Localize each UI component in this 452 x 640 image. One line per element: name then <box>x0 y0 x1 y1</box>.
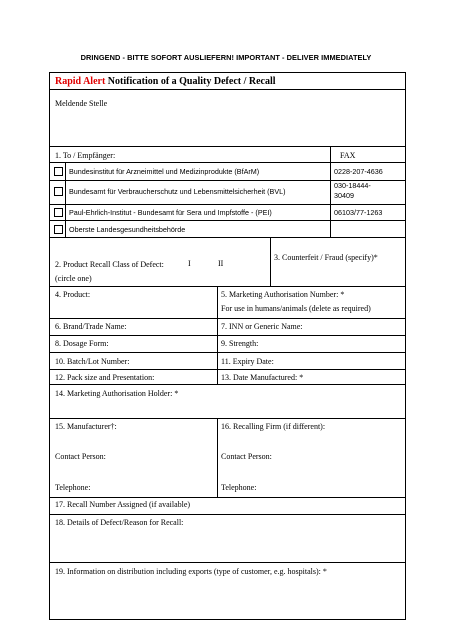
recipient-fax-pei: 06103/77-1263 <box>334 208 383 217</box>
divider <box>50 514 405 515</box>
product-label: 4. Product: <box>55 290 91 299</box>
manufacturer-label: 15. Manufacturer†: <box>55 422 117 431</box>
telephone-left: Telephone: <box>55 483 91 492</box>
fax-label: FAX <box>340 151 356 160</box>
ma-holder-label: 14. Marketing Authorisation Holder: * <box>55 389 179 398</box>
divider <box>50 562 405 563</box>
title-divider <box>50 89 405 90</box>
distribution-label: 19. Information on distribution including exports (type of customer, e.g. hospitals): * <box>55 567 327 576</box>
divider <box>50 237 405 238</box>
contact-person-left: Contact Person: <box>55 452 106 461</box>
divider <box>50 384 405 385</box>
pack-label: 12. Pack size and Presentation: <box>55 373 155 382</box>
recipient-name-bvl: Bundesamt für Verbraucherschutz und Lebensmittelsicherheit (BVL) <box>69 187 286 196</box>
expiry-label: 11. Expiry Date: <box>221 357 274 366</box>
ma-number-note: For use in humans/animals (delete as required) <box>221 304 371 313</box>
recipient-checkbox-bvl[interactable] <box>54 187 63 196</box>
column-divider <box>270 237 271 286</box>
reporting-office-label: Meldende Stelle <box>55 99 108 108</box>
recipient-fax-bfarm: 0228-207-4636 <box>334 167 383 176</box>
inn-label: 7. INN or Generic Name: <box>221 322 303 331</box>
divider <box>50 220 405 221</box>
recipient-name-bfarm: Bundesinstitut für Arzneimittel und Medizinprodukte (BfArM) <box>69 167 260 176</box>
form-title <box>55 76 276 87</box>
recall-number-label: 17. Recall Number Assigned (if available) <box>55 500 191 509</box>
fax-column-divider <box>330 146 331 237</box>
recall-class-option-ii[interactable]: II <box>218 259 224 268</box>
recipient-checkbox-landesbehoerde[interactable] <box>54 225 63 234</box>
column-divider <box>217 418 218 497</box>
divider <box>50 204 405 205</box>
recall-class-option-i[interactable]: I <box>188 259 191 268</box>
contact-person-right: Contact Person: <box>221 452 272 461</box>
recipient-name-landesbehoerde: Oberste Landesgesundheitsbehörde <box>69 225 186 234</box>
recipient-fax-bvl-line1: 030-18444- <box>334 181 371 190</box>
divider <box>50 162 405 163</box>
to-label: 1. To / Empfänger: <box>55 151 116 160</box>
telephone-right: Telephone: <box>221 483 257 492</box>
recipient-fax-bvl-line2: 30409 <box>334 191 354 200</box>
recipient-checkbox-pei[interactable] <box>54 208 63 217</box>
divider <box>50 497 405 498</box>
divider <box>50 146 405 147</box>
dosage-label: 8. Dosage Form: <box>55 339 109 348</box>
divider <box>50 286 405 287</box>
recipient-name-pei: Paul-Ehrlich-Institut - Bundesamt für Sera und Impfstoffe - (PEI) <box>69 208 272 217</box>
divider <box>50 335 405 336</box>
title-highlight: Rapid Alert <box>55 76 106 87</box>
divider <box>50 318 405 319</box>
brand-label: 6. Brand/Trade Name: <box>55 322 127 331</box>
counterfeit-label: 3. Counterfeit / Fraud (specify)* <box>274 253 378 262</box>
batch-label: 10. Batch/Lot Number: <box>55 357 130 366</box>
divider <box>50 369 405 370</box>
ma-number-label: 5. Marketing Authorisation Number: * <box>221 290 345 299</box>
rapid-alert-form <box>49 72 406 620</box>
manufactured-label: 13. Date Manufactured: * <box>221 373 304 382</box>
recall-class-label: 2. Product Recall Class of Defect: <box>55 260 164 269</box>
strength-label: 9. Strength: <box>221 339 259 348</box>
recall-class-hint: (circle one) <box>55 274 92 283</box>
recalling-firm-label: 16. Recalling Firm (if different): <box>221 422 326 431</box>
divider <box>50 352 405 353</box>
title-rest: Notification of a Quality Defect / Recall <box>107 76 276 87</box>
divider <box>50 418 405 419</box>
defect-details-label: 18. Details of Defect/Reason for Recall: <box>55 518 184 527</box>
recipient-checkbox-bfarm[interactable] <box>54 167 63 176</box>
urgent-notice: DRINGEND - BITTE SOFORT AUSLIEFERN! IMPORTANT - DELIVER IMMEDIATELY <box>80 53 372 62</box>
checkbox-column-divider <box>65 162 66 237</box>
